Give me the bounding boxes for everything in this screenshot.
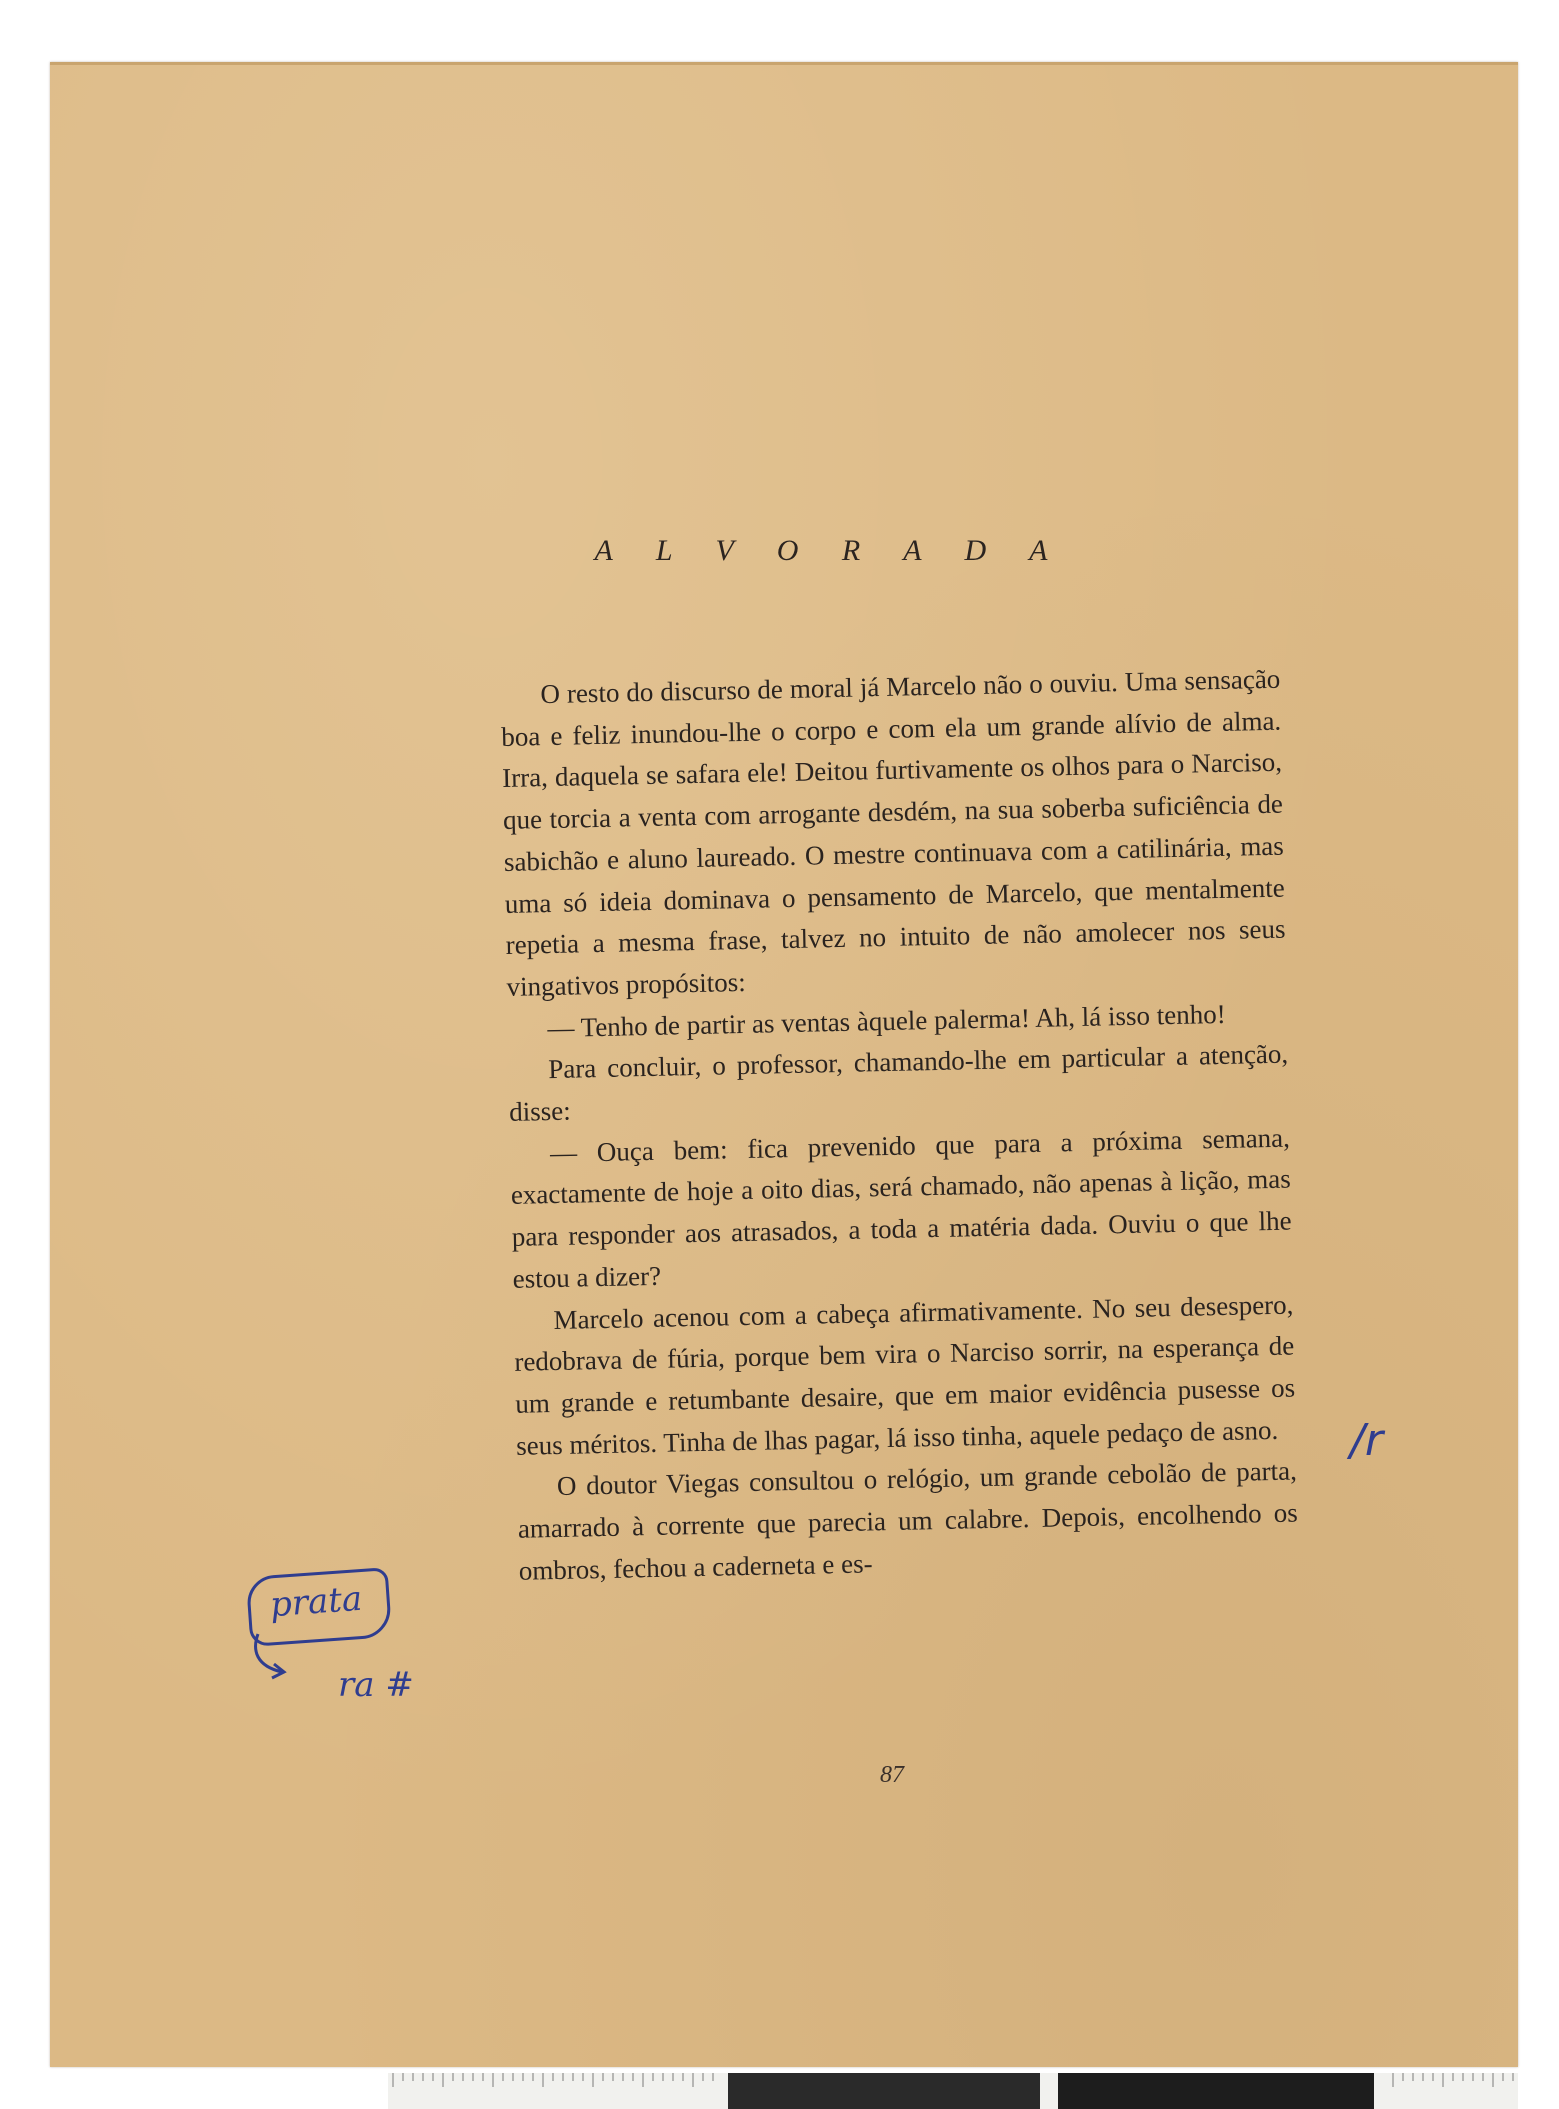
color-bar-dark [728,2073,1040,2109]
margin-annotation-boxed-word: prata [268,1578,364,1626]
paragraph-3: Para concluir, o professor, chamando-lhe em particular a atenção, disse: [508,1038,1289,1127]
body-text [500,659,1299,1593]
margin-annotation-note: ra # [338,1665,414,1705]
paragraph-5: Marcelo acenou com a cabeça afirmativamente. No seu desespero, redobrava de fúria, porque bem vira o Narciso sorrir, na esperança de um grande e retumbante desaire, que em maior evidência pusesse os seus méritos. Tinha de lhas pagar, lá isso tinha, aquele pedaço de asno. [514,1289,1296,1461]
paragraph-4: — Ouça bem: fica prevenido que para a próxima semana, exactamente de hoje a oito dias, será chamado, não apenas à lição, mas para responder aos atrasados, a toda a matéria dada. Ouviu o que lhe estou a dizer? [510,1122,1292,1294]
paragraph-6: O doutor Viegas consultou o relógio, um grande cebolão de parta, amarrado à corrente que parecia um calabre. Depois, encolhendo os ombros, fechou a caderneta e es- [517,1455,1299,1586]
margin-arrow-icon [248,1632,296,1682]
color-bar-black [1058,2073,1374,2109]
page-top-edge [50,62,1518,65]
margin-annotation-right: /r [1350,1415,1383,1466]
page-number: 87 [880,1762,904,1788]
paragraph-1: O resto do discurso de moral já Marcelo não o ouviu. Uma sensação boa e feliz inundou-lhe o corpo e com ela um grande alívio de alma. Irra, daquela se safara ele! Deitou furtivamente os olhos para o Narciso, que torcia a venta com arrogante desdém, na sua soberba suficiência de sabichão e aluno laureado. O mestre continuava com a catilinária, mas uma só ideia dominava o pensamento de Marcelo, que mentalmente repetia a mesma frase, talvez no intuito de não amolecer nos seus vingativos propósitos: [500,663,1286,1002]
chapter-title: A L V O R A D A [594,534,1066,567]
paragraph-2: — Tenho de partir as ventas àquele palerma! Ah, lá isso tenho! [547,998,1226,1043]
